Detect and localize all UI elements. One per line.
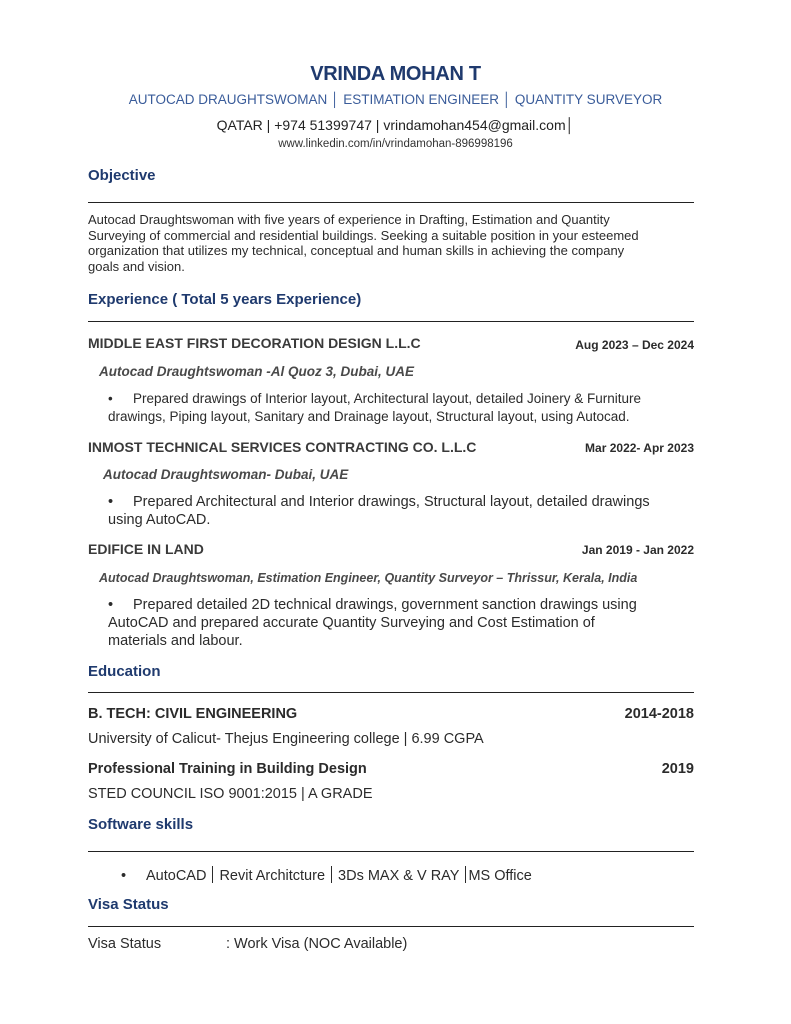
objective-line: Autocad Draughtswoman with five years of experience in Drafting, Estimation and Quantity [88, 212, 610, 227]
candidate-name: VRINDA MOHAN T [310, 63, 481, 85]
job-bullet-continuation: drawings, Piping layout, Sanitary and Drainage layout, Structural layout, using Autocad. [108, 409, 630, 424]
job-company: EDIFICE IN LAND [88, 541, 204, 557]
visa-value: : Work Visa (NOC Available) [226, 936, 408, 952]
visa-heading: Visa Status [88, 896, 169, 913]
job-role: Autocad Draughtswoman -Al Quoz 3, Dubai, UAE [99, 364, 415, 379]
skill-item: 3Ds MAX & V RAY [338, 868, 460, 884]
job-company: INMOST TECHNICAL SERVICES CONTRACTING CO. L.L.C [88, 439, 477, 455]
objective-line: goals and vision. [88, 258, 185, 274]
education-year: 2014-2018 [624, 706, 694, 722]
linkedin-link[interactable]: www.linkedin.com/in/vrindamohan-896998196 [278, 138, 513, 150]
job-company: MIDDLE EAST FIRST DECORATION DESIGN L.L.C [88, 335, 421, 351]
experience-divider [88, 321, 694, 322]
education-detail: University of Calicut- Thejus Engineering college | 6.99 CGPA [88, 731, 484, 747]
job-dates: Aug 2023 – Dec 2024 [575, 338, 694, 352]
objective-line: Surveying of commercial and residential buildings. Seeking a suitable position in your esteemed [88, 227, 639, 243]
education-heading: Education [88, 663, 161, 680]
bullet-icon: • [108, 391, 113, 406]
objective-line: organization that utilizes my technical, conceptual and human skills in achieving the company [88, 243, 625, 258]
bullet-icon: • [108, 597, 114, 613]
education-degree: B. TECH: CIVIL ENGINEERING [88, 706, 298, 722]
software-divider [88, 851, 694, 852]
job-bullet: • Prepared detailed 2D technical drawings, government sanction drawings using [108, 597, 637, 613]
skill-separator [212, 866, 213, 883]
job-dates: Jan 2019 - Jan 2022 [581, 543, 694, 557]
job-bullet-continuation: using AutoCAD. [108, 512, 211, 528]
visa-label: Visa Status [88, 936, 162, 952]
job-bullet: • Prepared drawings of Interior layout, Architectural layout, detailed Joinery & Furniture [108, 391, 642, 406]
contact-info: QATAR | +974 51399747 | vrindamohan454@gmail.com│ [216, 117, 575, 133]
skill-item: Revit Architcture [219, 868, 326, 884]
job-bullet-continuation: materials and labour. [108, 633, 243, 649]
software-skill-list [121, 866, 532, 884]
education-divider [88, 692, 694, 693]
experience-heading: Experience ( Total 5 years Experience) [88, 291, 362, 308]
job-dates: Mar 2022- Apr 2023 [585, 441, 694, 455]
software-heading: Software skills [88, 816, 194, 833]
skill-item: AutoCAD [146, 868, 207, 884]
education-detail: STED COUNCIL ISO 9001:2015 | A GRADE [88, 786, 373, 802]
objective-divider [88, 202, 694, 203]
skill-separator [331, 866, 332, 883]
education-degree: Professional Training in Building Design [88, 761, 367, 777]
job-bullet-continuation: AutoCAD and prepared accurate Quantity Surveying and Cost Estimation of [108, 615, 595, 631]
candidate-titles: AUTOCAD DRAUGHTSWOMAN │ ESTIMATION ENGINEER │ QUANTITY SURVEYOR [128, 92, 663, 107]
education-year: 2019 [661, 761, 694, 777]
job-bullet: • Prepared Architectural and Interior drawings, Structural layout, detailed drawings [108, 494, 650, 510]
job-role: Autocad Draughtswoman, Estimation Engineer, Quantity Surveyor – Thrissur, Kerala, India [99, 571, 638, 585]
skill-item: MS Office [468, 868, 532, 884]
job-role: Autocad Draughtswoman- Dubai, UAE [103, 467, 349, 482]
visa-divider [88, 926, 694, 927]
objective-heading: Objective [88, 167, 156, 184]
skill-separator [465, 866, 466, 883]
objective-text [88, 212, 694, 274]
bullet-icon: • [108, 494, 114, 510]
bullet-icon: • [121, 868, 127, 884]
